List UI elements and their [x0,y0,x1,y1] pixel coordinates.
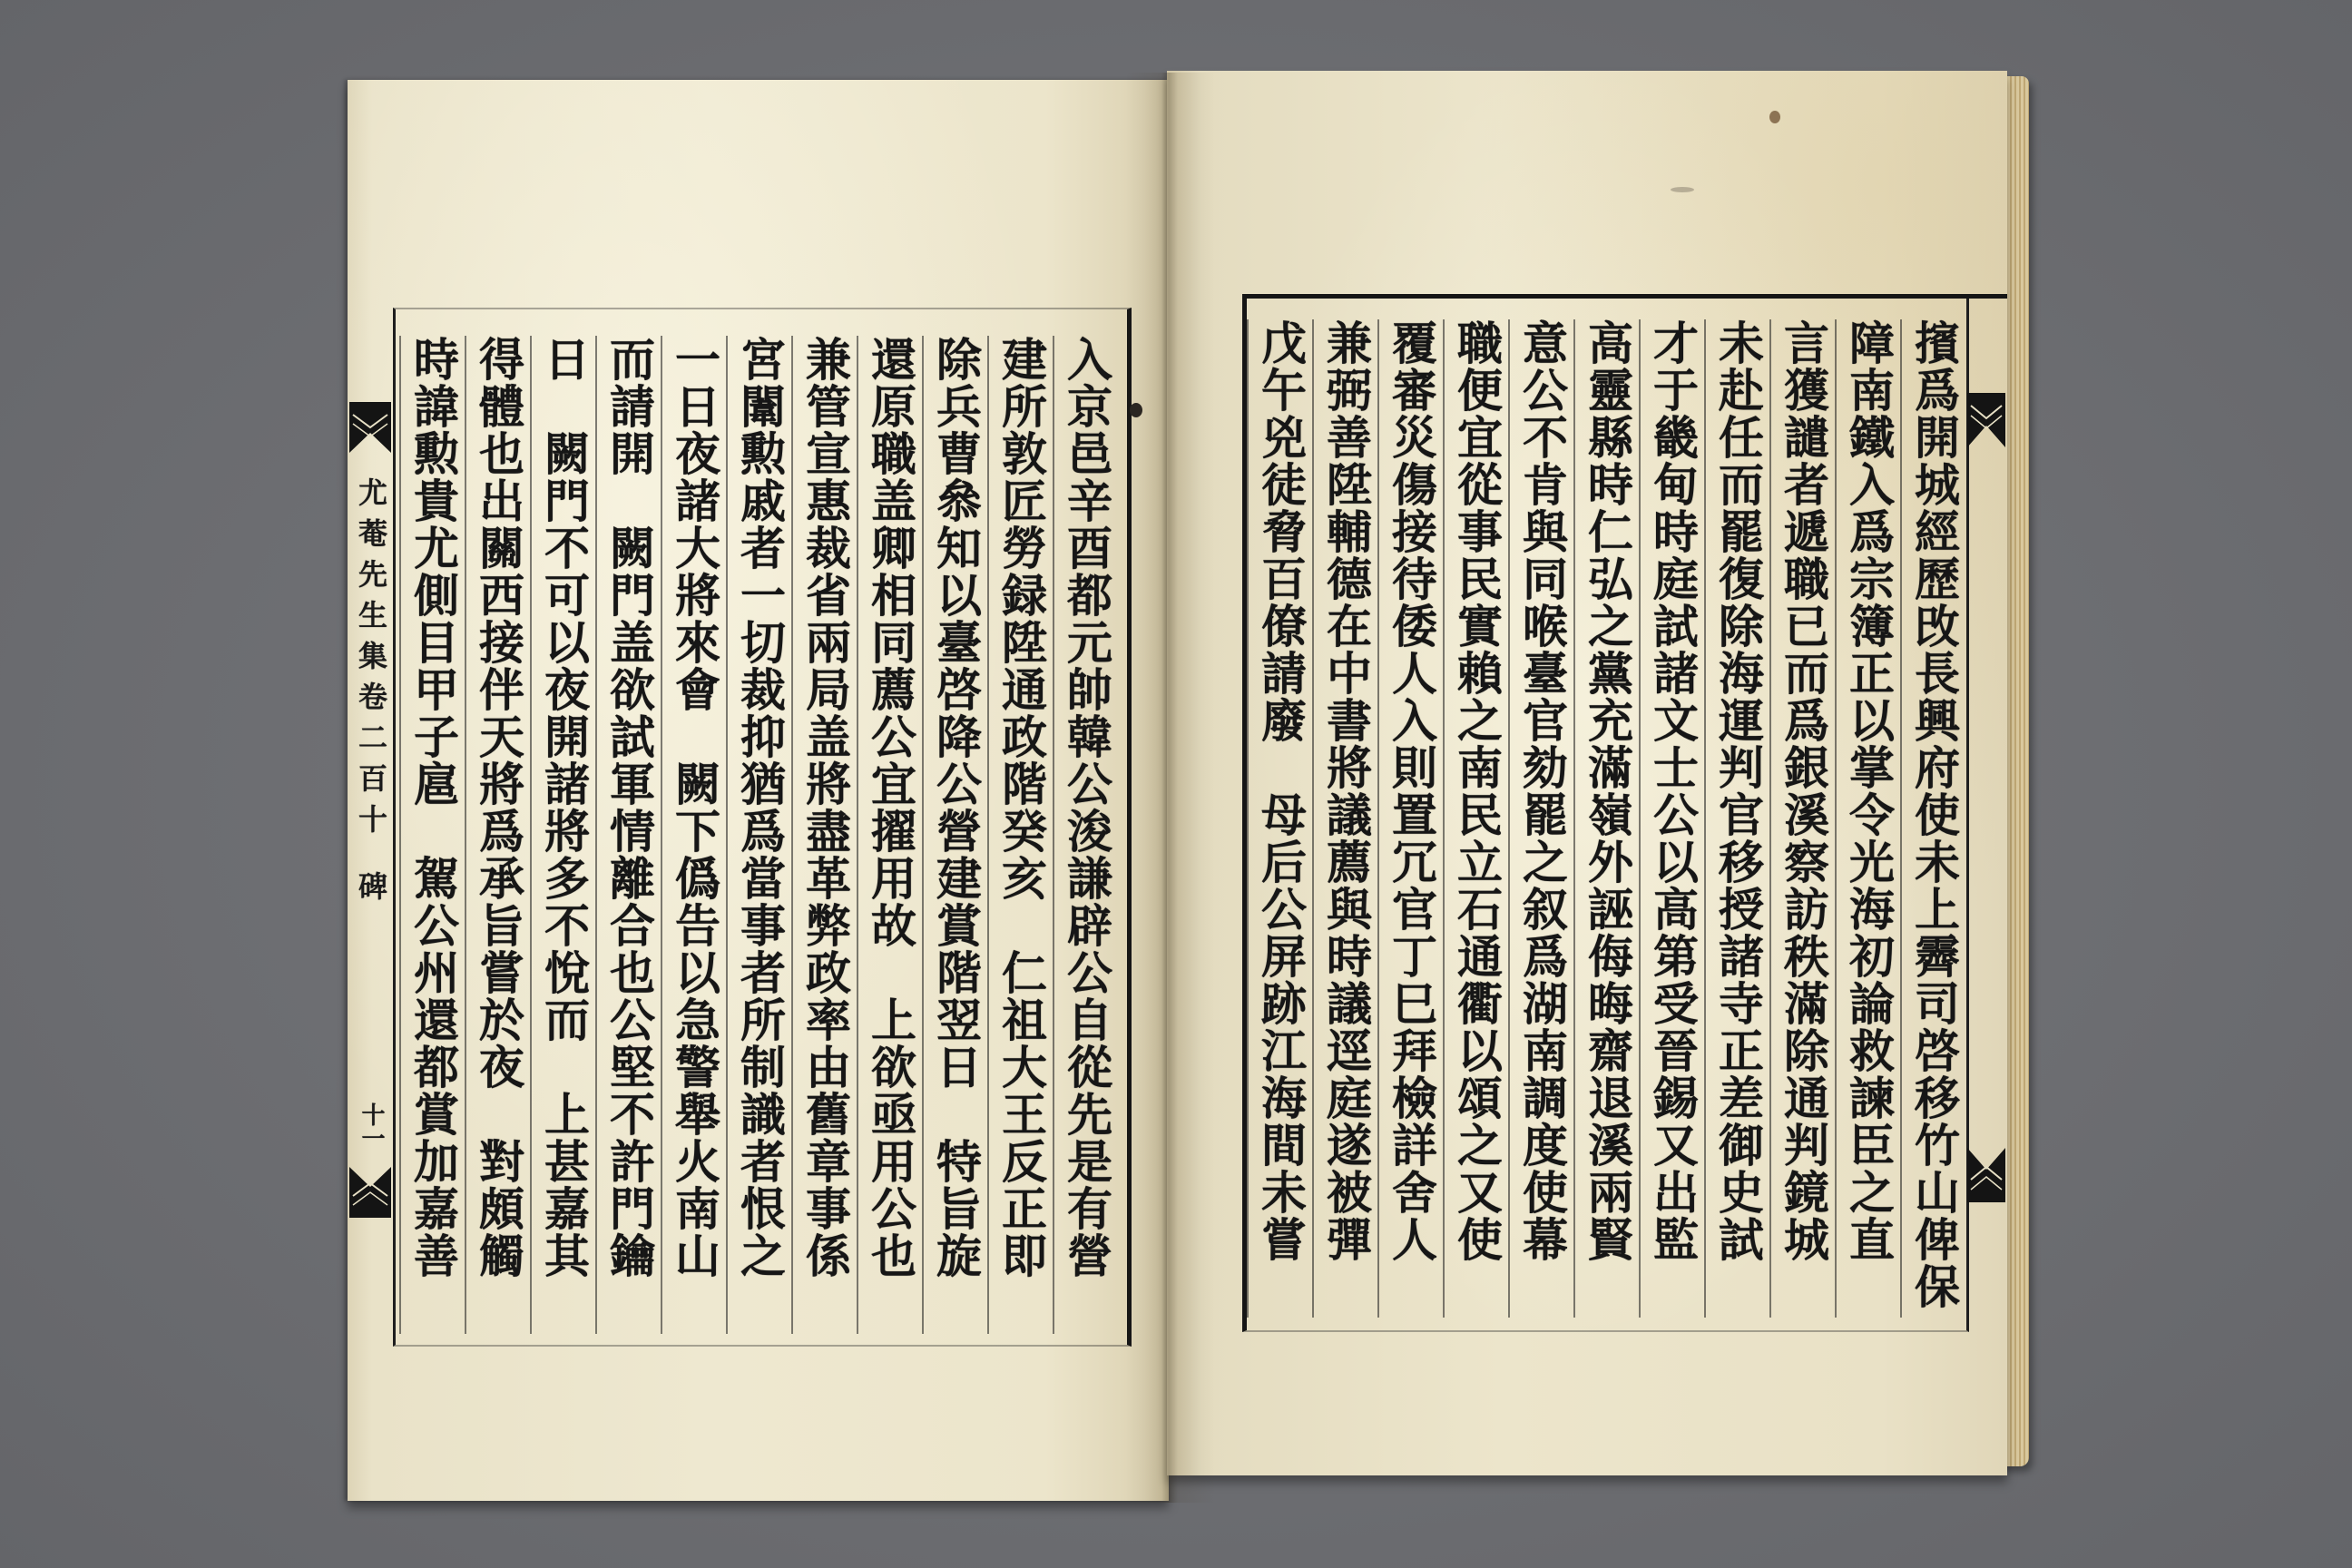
genre-label: 碑 [354,871,388,900]
text-column: 言獲譴者遞職已而爲銀溪察訪秩滿除通判鏡城 [1769,319,1835,1318]
text-column: 才于畿甸時庭試諸文士公以高第受晉錫又出監 [1639,319,1704,1318]
right-page [1167,71,2007,1475]
text-column: 時諱勲貴尤側目甲子扈 駕公州還都賞加嘉善 [399,336,465,1334]
frame-top-rule [1965,294,2007,299]
stain-mark [1671,187,1694,192]
text-column: 日 闕門不可以夜開諸將多不悅而 上甚嘉其 [530,336,595,1334]
text-column: 高靈縣時仁弘之黨充滿嶺外誣侮晦齋退溪兩賢 [1573,319,1639,1318]
fish-tail-mark [1967,1148,2005,1202]
text-column: 障南鐵入爲宗簿正以掌令光海初論救諫臣之直 [1835,319,1900,1318]
text-column: 擯爲開城經歷攺長興府使未上霽司啓移竹山俾保 [1900,319,1965,1318]
collection-title: 尤菴先生集卷二百十 [354,477,388,845]
left-page [348,80,1169,1501]
text-column: 得體也出關西接伴天將爲承旨嘗於夜 對頗觸 [465,336,530,1334]
fish-tail-mark [349,1167,391,1218]
text-column: 建所敦匠勞録陞通政階癸亥 仁祖大王反正即 [987,336,1053,1334]
text-column: 未赴任而罷復除海運判官移授諸寺正差御史試 [1704,319,1769,1318]
fish-tail-mark [1967,393,2005,447]
stain-mark [1769,111,1780,123]
text-column: 一日夜諸大將來會 闕下僞告以急警舉火南山 [661,336,726,1334]
text-column: 意公不肯與同喉臺官劾罷之叙爲湖南調度使幕 [1508,319,1573,1318]
text-column: 宮闈勲戚者一切裁抑猶爲當事者所制識者恨之 [726,336,791,1334]
text-column: 覆審災傷接待倭人入則置冗官丁巳拜檢詳舍人 [1377,319,1443,1318]
page-number: 十一 [358,1102,385,1150]
ink-spot [1130,403,1142,417]
text-block [1247,319,1965,1318]
text-column: 兼管宣惠裁省兩局盖將盡革弊政率由舊章事係 [791,336,857,1334]
text-column: 戊午兇徒脅百僚請廢 母后公屏跡江海間未嘗 [1247,319,1312,1318]
text-column: 還原職盖卿相同薦公宜擢用故 上欲亟用公也 [857,336,922,1334]
text-column: 兼弼善陞輔德在中書將議薦與時議逕庭遂被彈 [1312,319,1377,1318]
text-column: 而請開 闕門盖欲試軍情離合也公堅不許門鑰 [595,336,661,1334]
text-column: 職便宜從事民實賴之南民立石通衢以頌之又使 [1443,319,1508,1318]
text-column: 除兵曹叅知以臺啓降公營建賞階翌日 特旨旋 [922,336,987,1334]
text-block [399,336,1118,1334]
text-column: 入京邑辛酉都元帥韓公浚謙辟公自從先是有營 [1053,336,1118,1334]
fish-tail-mark [349,402,391,453]
